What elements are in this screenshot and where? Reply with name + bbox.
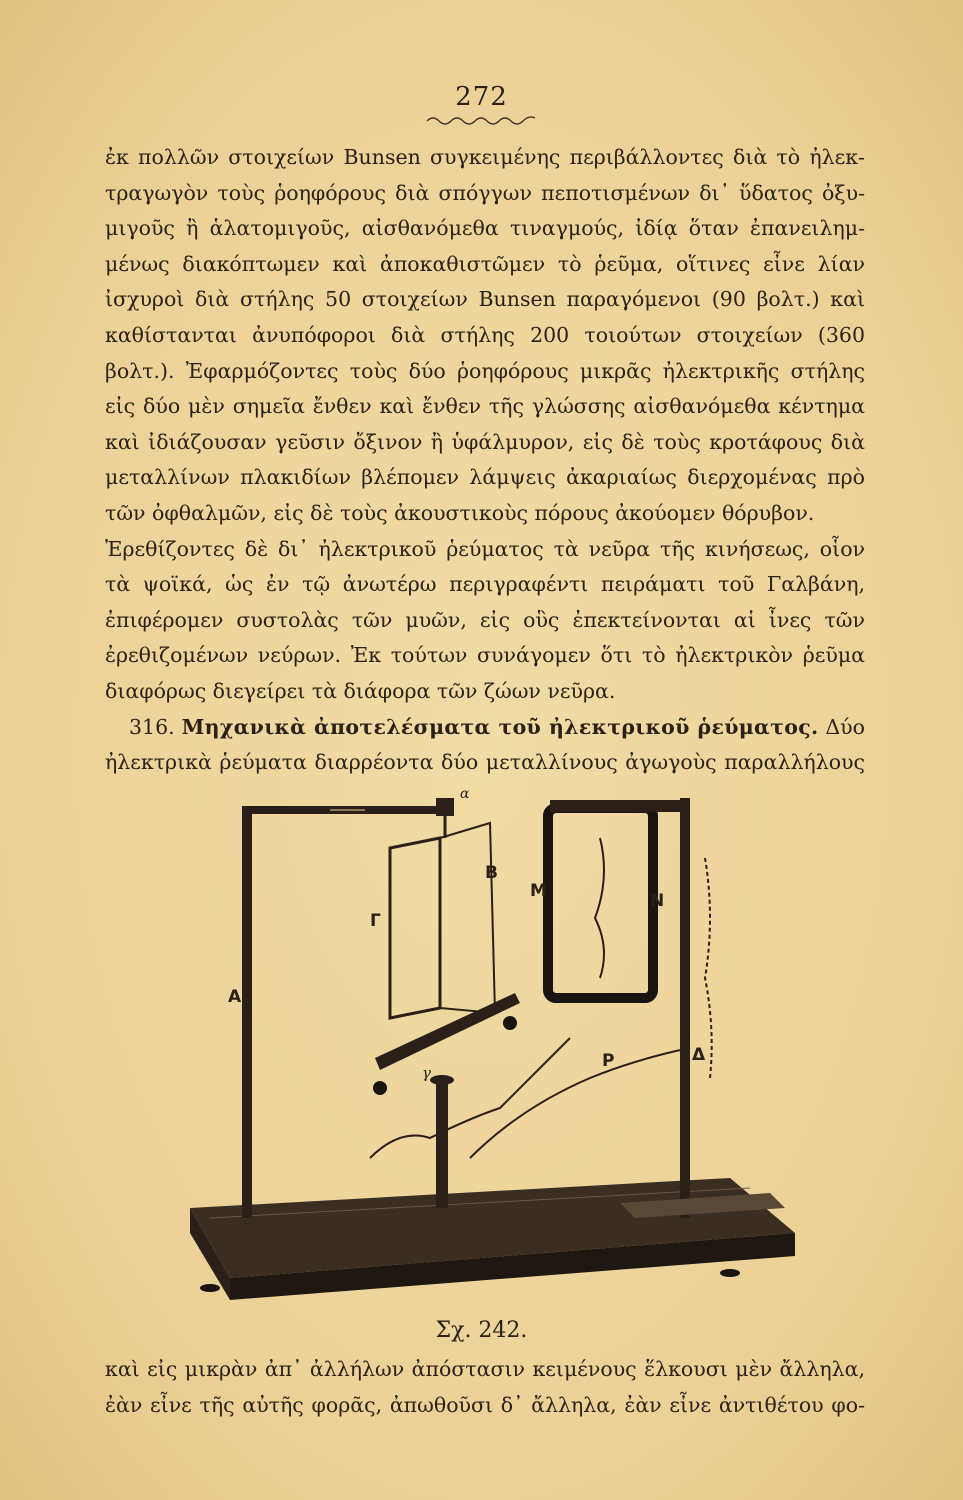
text-line: ἐρεθιζομένων νεύρων. Ἐκ τούτων συνάγομεν ὅτι τὸ ἠλεκτρικὸν ῥεῦμα: [105, 643, 865, 668]
text-line: τραγωγὸν τοὺς ῥοηφόρους διὰ σπόγγων πεποτισμένων δι᾽ ὕδατος ὀξυ-: [105, 180, 865, 205]
page-number: 272: [455, 82, 508, 112]
text-line: μένως διακόπτωμεν καὶ ἀποκαθιστῶμεν τὸ ῥεῦμα, οἵτινες εἶνε λίαν: [105, 251, 865, 276]
text-line: ἐκ πολλῶν στοιχείων Bunsen συγκειμένης περιβάλλοντες διὰ τὸ ἠλεκ-: [105, 145, 865, 169]
text-line: καὶ εἰς μικρὰν ἀπ᾽ ἀλλήλων ἀπόστασιν κειμένους ἕλκουσι μὲν ἄλληλα,: [105, 1357, 865, 1381]
section-text: Δύο: [825, 714, 865, 739]
text-line: τῶν ὀφθαλμῶν, εἰς δὲ τοὺς ἀκουστικοὺς πόρους ἀκούομεν θόρυβον.: [105, 500, 815, 525]
figure-label-delta: Δ: [692, 1045, 706, 1065]
text-line: καθίστανται ἀνυπόφοροι διὰ στήλης 200 τοιούτων στοιχείων (360: [105, 322, 865, 347]
text-line: Ἐρεθίζοντες δὲ δι᾽ ἠλεκτρικοῦ ῥεύματος τὰ νεῦρα τῆς κινήσεως, οἷον: [105, 536, 865, 561]
ornament-icon: [425, 112, 540, 126]
text-line: μεταλλίνων πλακιδίων βλέπομεν λάμψεις ἀκαριαίως διερχομένας πρὸ: [105, 465, 865, 490]
figure-label-m: M: [530, 881, 547, 901]
paragraph-1: [105, 140, 865, 781]
figure-label-gamma: γ: [422, 1064, 431, 1082]
figure-label-a: α: [460, 786, 470, 802]
section-heading-line: [105, 710, 865, 746]
text-line: ἰσχυροὶ διὰ στήλης 50 στοιχείων Bunsen παραγόμενοι (90 βολτ.) καὶ: [105, 287, 865, 312]
text-line: καὶ ἰδιάζουσαν γεῦσιν ὄξινον ἢ ὑφάλμυρον, εἰς δὲ τοὺς κροτάφους διὰ: [105, 429, 865, 454]
figure-label-a-stand: A: [228, 987, 242, 1007]
text-line: ἐπιφέρομεν συστολὰς τῶν μυῶν, εἰς οὓς ἐπεκτείνονται αἱ ἶνες τῶν: [105, 607, 865, 632]
text-line: μιγοῦς ἢ ἁλατομιγοῦς, αἰσθανόμεθα τιναγμούς, ἰδίᾳ ὅταν ἐπανειλημ-: [105, 216, 865, 241]
paragraph-2: [105, 1352, 865, 1423]
text-line: τὰ ψοϊκά, ὡς ἐν τῷ ἀνωτέρω περιγραφέντι πειράματι τοῦ Γαλβάνη,: [105, 572, 865, 597]
figure-label-b: B: [485, 863, 498, 883]
text-line: βολτ.). Ἐφαρμόζοντες τοὺς δύο ῥοηφόρους μικρᾶς ἠλεκτρικῆς στήλης: [105, 358, 865, 383]
apparatus-figure: [170, 778, 810, 1300]
section-title: Μηχανικὰ ἀποτελέσματα τοῦ ἠλεκτρικοῦ ῥεύματος.: [181, 714, 819, 739]
figure-label-g: Γ: [370, 911, 381, 931]
section-number: 316.: [129, 714, 175, 739]
text-line: ἐὰν εἶνε τῆς αὐτῆς φορᾶς, ἀπωθοῦσι δ᾽ ἄλληλα, ἐὰν εἶνε ἀντιθέτου φο-: [105, 1392, 865, 1417]
text-line: διαφόρως διεγείρει τὰ διάφορα τῶν ζώων νεῦρα.: [105, 678, 616, 703]
figure-caption: Σχ. 242.: [435, 1318, 528, 1343]
figure-label-p: P: [602, 1051, 615, 1071]
text-line: εἰς δύο μὲν σημεῖα ἔνθεν καὶ ἔνθεν τῆς γλώσσης αἰσθανόμεθα κέντημα: [105, 394, 865, 419]
figure-label-n: N: [650, 891, 665, 911]
text-line: ἠλεκτρικὰ ῥεύματα διαρρέοντα δύο μεταλλίνους ἀγωγοὺς παραλλήλους: [105, 750, 865, 775]
